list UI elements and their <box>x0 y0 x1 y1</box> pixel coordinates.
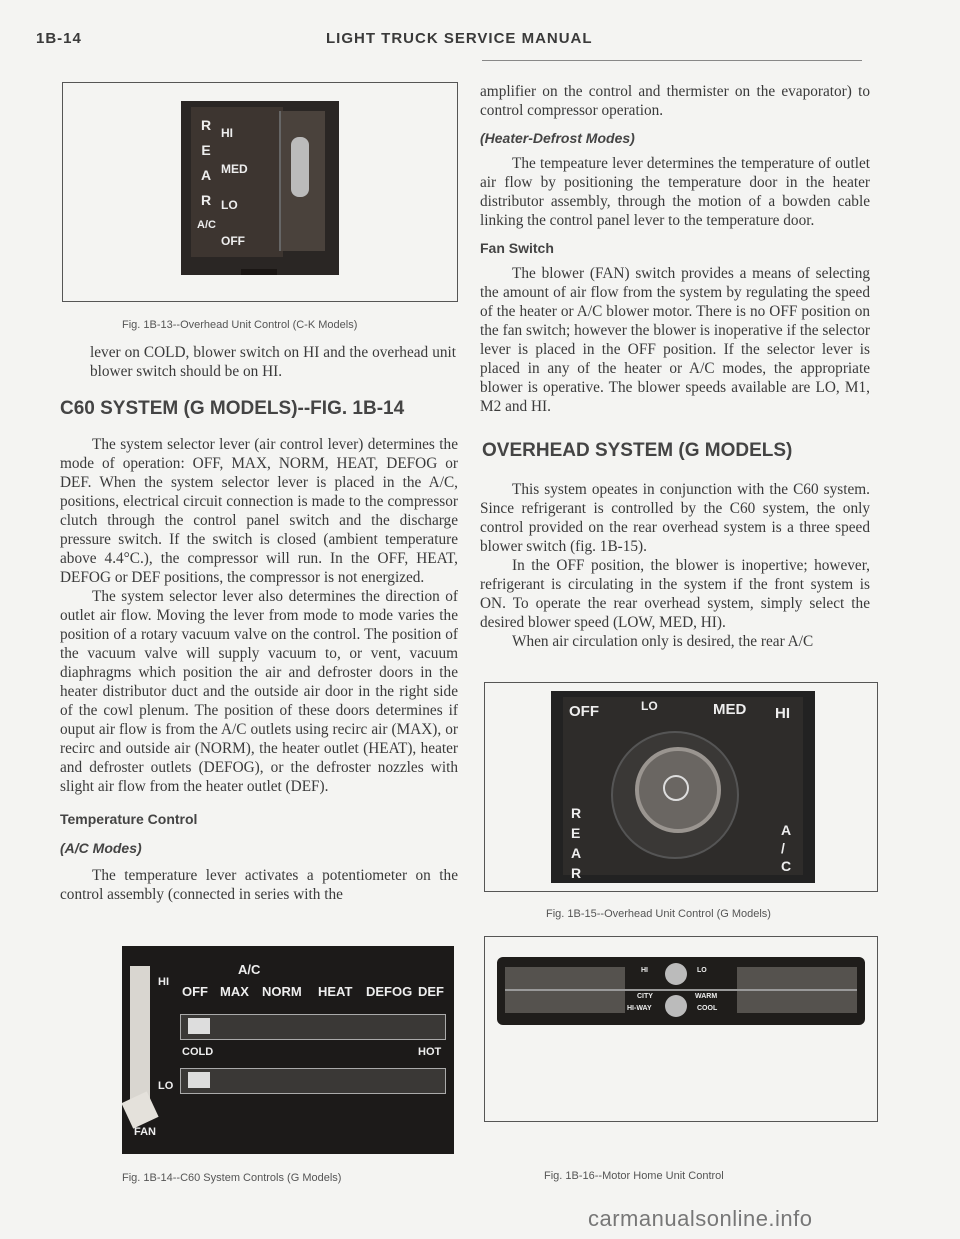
paragraph: lever on COLD, blower switch on HI and the overhead unit blower switch should be on HI. <box>90 344 456 380</box>
figure-1b-16 <box>484 936 878 1122</box>
fig14-mode: MAX <box>220 984 249 999</box>
fig15-letter: A <box>781 822 792 838</box>
heater-defrost-heading: (Heater-Defrost Modes) <box>480 130 635 146</box>
fig13-letter: A <box>200 167 212 183</box>
paragraph: This system opeates in conjunction with the C60 system. Since refrigerant is controlled by the C60 system, the only control provided on the rear overhead system is a three speed blower switch (fig. 1B-15). <box>480 481 870 555</box>
fig16-label: CITY <box>637 993 653 1000</box>
fig14-mode: DEFOG <box>366 984 413 999</box>
fig15-letter: R <box>571 805 582 821</box>
fig13-setting: HI <box>221 126 233 140</box>
temperature-control-heading: Temperature Control <box>60 811 198 827</box>
header-rule <box>482 60 862 61</box>
running-title: LIGHT TRUCK SERVICE MANUAL <box>326 30 593 47</box>
fig14-caption: Fig. 1B-14--C60 System Controls (G Models) <box>122 1172 342 1184</box>
fig15-setting: MED <box>713 701 747 718</box>
fig13-setting: MED <box>221 162 248 176</box>
right-column-body <box>480 480 870 651</box>
overhead-system-heading: OVERHEAD SYSTEM (G MODELS) <box>482 440 793 461</box>
fig13-setting: LO <box>221 198 238 212</box>
ac-modes-heading: (A/C Modes) <box>60 840 142 856</box>
left-column-body <box>60 435 458 904</box>
figure-1b-14 <box>60 946 456 1152</box>
c60-control-photo <box>122 946 454 1154</box>
figure-1b-13 <box>62 82 458 302</box>
fig15-setting: HI <box>775 705 790 722</box>
fig14-mode: HEAT <box>318 984 353 999</box>
watermark: carmanualsonline.info <box>588 1206 813 1231</box>
paragraph: The tempeature lever determines the temperature of outlet air flow by positioning the temperature door in the heater distributor assembly, through the motion of a bowden cable linking the control panel lever to the temperature door. <box>480 155 870 229</box>
fig14-mode: DEF <box>418 984 444 999</box>
fig14-fan-label: FAN <box>134 1126 156 1138</box>
overhead-g-control-photo <box>551 691 815 883</box>
fig16-label: COOL <box>697 1005 718 1012</box>
fig15-letter: A <box>571 845 582 861</box>
overhead-control-photo <box>181 101 339 275</box>
fig13-letter: R <box>200 117 212 133</box>
motor-home-control-photo <box>497 957 865 1025</box>
fig16-label: WARM <box>695 993 718 1000</box>
fig14-fan-label: LO <box>158 1080 174 1092</box>
figure-1b-15 <box>484 682 878 892</box>
fig14-ac-bracket: A/C <box>238 962 261 977</box>
paragraph: amplifier on the control and thermister on the evaporator) to control compressor operation. <box>480 83 870 119</box>
fig16-label: HI <box>641 967 648 974</box>
fig14-fan-label: HI <box>158 976 169 988</box>
fig15-setting: LO <box>641 699 658 713</box>
fig14-mode: OFF <box>182 984 208 999</box>
fig14-hot-label: HOT <box>418 1046 442 1058</box>
fig15-letter: / <box>781 840 785 856</box>
page-number: 1B-14 <box>36 30 82 47</box>
page-header <box>36 30 876 56</box>
fig13-letter: E <box>201 142 211 158</box>
paragraph: The system selector lever (air control lever) determines the mode of operation: OFF, MAX, NORM, HEAT, DEFOG or DEF. When the system selector lever is placed in the A/C, positions, electrical circuit connection is made to the compressor clutch through the control panel switch and the discharge pressure switch. If the switch is closed (ambient temperature above 4.4°C.), the compressor will run. In the OFF, HEAT, DEFOG or DEF positions, the compressor is not energized. <box>60 436 458 586</box>
fig16-label: LO <box>697 967 707 974</box>
fig13-letter: A/C <box>197 219 216 231</box>
fig14-mode: NORM <box>262 984 302 999</box>
fig13-letter: R <box>200 192 212 208</box>
fig15-caption: Fig. 1B-15--Overhead Unit Control (G Models) <box>546 908 771 920</box>
paragraph: The blower (FAN) switch provides a means of selecting the amount of air flow from the system by regulating the speed of the heater or A/C blower motor. There is no OFF position on the fan switch; however the blower is inoperative if the selector lever is placed in the OFF position. If the selector lever is placed in any of the heater or A/C modes, the appropriate blower is operative. The blower speeds available are LO, M1, M2 and HI. <box>480 265 870 415</box>
fan-switch-heading: Fan Switch <box>480 240 554 256</box>
c60-heading: C60 SYSTEM (G MODELS)--FIG. 1B-14 <box>60 398 405 419</box>
paragraph: The temperature lever activates a potentiometer on the control assembly (connected in series with the <box>60 867 458 903</box>
fig15-letter: R <box>571 865 582 881</box>
fig16-label: HI-WAY <box>627 1005 652 1012</box>
paragraph: When air circulation only is desired, the rear A/C <box>512 633 814 650</box>
fig13-caption: Fig. 1B-13--Overhead Unit Control (C-K Models) <box>122 319 358 331</box>
fig15-letter: C <box>781 858 792 874</box>
paragraph: In the OFF position, the blower is inopertive; however, refrigerant is circulating in the system if the front system is ON. To operate the rear overhead system, simply select the desired blower speed (LOW, MED, HI). <box>480 557 870 631</box>
right-column-top <box>480 82 870 416</box>
fig14-cold-label: COLD <box>182 1046 214 1058</box>
fig16-caption: Fig. 1B-16--Motor Home Unit Control <box>544 1170 724 1182</box>
fig13-setting: OFF <box>221 234 245 248</box>
fig15-setting: OFF <box>569 703 599 720</box>
left-column-top <box>90 343 456 381</box>
paragraph: The system selector lever also determines the direction of outlet air flow. Moving the lever from mode to mode varies the position of a rotary vacuum valve on the control. The position of the vacuum valve will supply vacuum to, or vent, vacuum diaphragms which position the air and defroster doors in the heater distributor duct and the outside air door in the right side of the cowl plenum. The position of these doors determines if ouput air flow is from the A/C outlets using recirc air (MAX), or recirc and outside air (NORM), the heater outlet (HEAT), heater and defroster outlets (DEFOG), or the defroster nozzles with slight air flow from the heater outlet (DEF). <box>60 588 458 795</box>
fig15-letter: E <box>571 825 581 841</box>
